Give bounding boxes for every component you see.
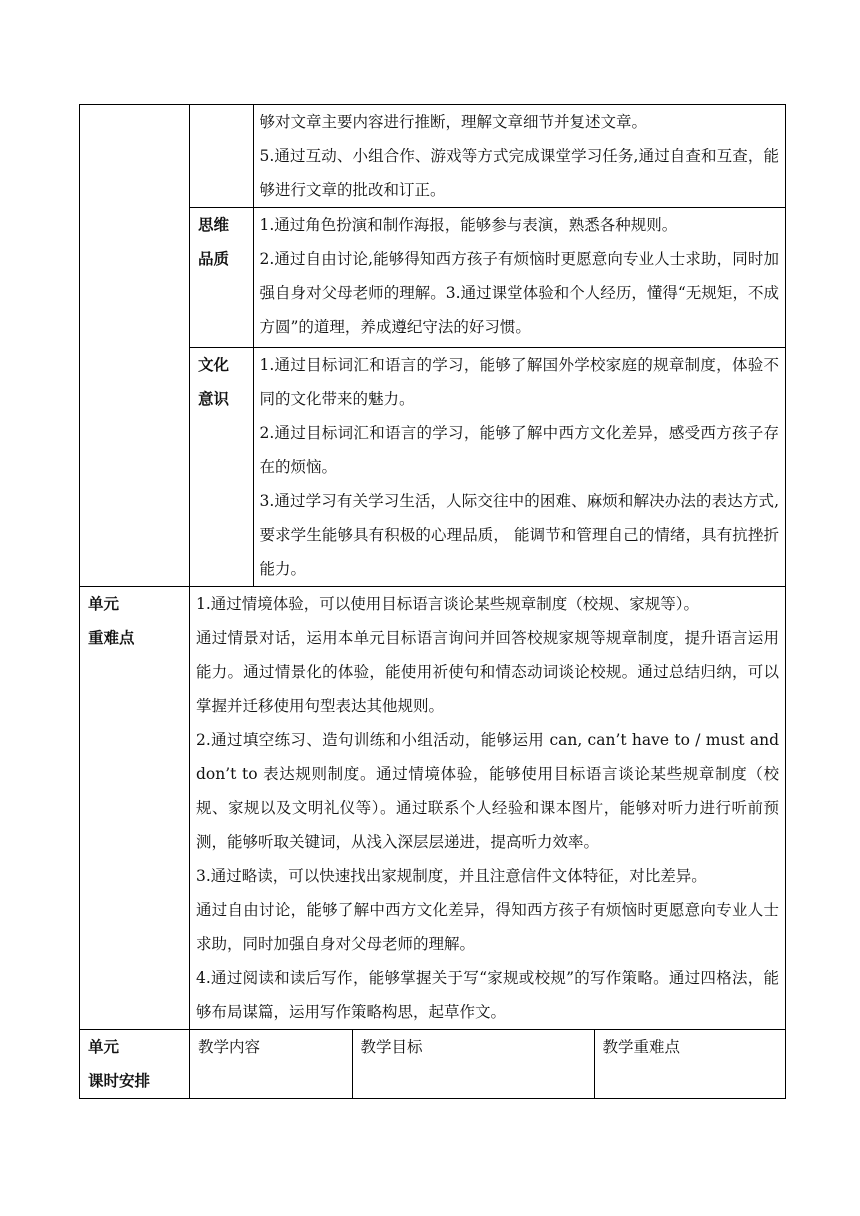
objectives-subtable: [190, 105, 785, 586]
key-points-label: 单元 重难点: [80, 587, 190, 1030]
objective-paragraph: 2.通过自由讨论,能够得知西方孩子有烦恼时更愿意向专业人士求助，同时加强自身对父母老师的理解。3.通过课堂体验和个人经历，懂得“无规矩，不成方圆”的道理，养成遵纪守法的好习惯。: [259, 250, 779, 336]
document-page: [79, 104, 785, 1099]
schedule-header-objectives: 教学目标: [352, 1030, 594, 1098]
objectives-section: [80, 105, 786, 587]
objective-paragraph: 够对文章主要内容进行推断，理解文章细节并复述文章。: [259, 113, 648, 131]
unit-plan-table: [79, 104, 786, 1099]
objectives-row-thinking: [190, 208, 785, 348]
schedule-header-key-points: 教学重难点: [594, 1030, 785, 1098]
schedule-section: [80, 1030, 786, 1099]
objectives-left-empty-cell: [80, 105, 190, 587]
sub-label-cultural-awareness: 文化 意识: [190, 348, 253, 587]
schedule-header-content: 教学内容: [198, 1038, 261, 1056]
key-point-paragraph: 1.通过情境体验，可以使用目标语言谈论某些规章制度（校规、家规等）。: [196, 595, 700, 613]
key-points-section: [80, 587, 786, 1030]
objectives-row-language: [190, 105, 785, 208]
objective-paragraph: 5.通过互动、小组合作、游戏等方式完成课堂学习任务,通过自查和互查，能够进行文章的批改和订正。: [259, 147, 779, 199]
objective-paragraph: 1.通过角色扮演和制作海报，能够参与表演，熟悉各种规则。: [259, 216, 678, 234]
objective-paragraph: 2.通过目标词汇和语言的学习，能够了解中西方文化差异，感受西方孩子存在的烦恼。: [259, 424, 779, 476]
key-point-paragraph: 通过自由讨论，能够了解中西方文化差异，得知西方孩子有烦恼时更愿意向专业人士求助，同时加强自身对父母老师的理解。: [196, 901, 779, 953]
key-point-paragraph: 2.通过填空练习、造句训练和小组活动，能够运用 can, can’t have to / must and don’t to 表达规则制度。通过情境体验，能够使用目标语言谈论某些规章制度（校规、家规以及文明礼仪等）。通过联系个人经验和课本图片，能够对听力进行听前预测，能够听取关键词，从浅入深层层递进，提高听力效率。: [196, 731, 779, 851]
objective-paragraph: 1.通过目标词汇和语言的学习，能够了解国外学校家庭的规章制度，体验不同的文化带来的魅力。: [259, 356, 779, 408]
sub-label-cell: [190, 105, 253, 208]
objectives-row-culture: [190, 348, 785, 587]
schedule-label: 单元 课时安排: [80, 1030, 190, 1099]
objective-paragraph: 3.通过学习有关学习生活，人际交往中的困难、麻烦和解决办法的表达方式,要求学生能够具有积极的心理品质， 能调节和管理自己的情绪，具有抗挫折能力。: [259, 492, 779, 578]
key-point-paragraph: 通过情景对话，运用本单元目标语言询问并回答校规家规等规章制度，提升语言运用能力。通过情景化的体验，能使用祈使句和情态动词谈论校规。通过总结归纳，可以掌握并迁移使用句型表达其他规则。: [196, 629, 779, 715]
key-points-content: [190, 587, 786, 1030]
key-point-paragraph: 4.通过阅读和读后写作，能够掌握关于写“家规或校规”的写作策略。通过四格法，能够布局谋篇，运用写作策略构思，起草作文。: [196, 969, 779, 1021]
schedule-header-row: [190, 1030, 785, 1098]
key-point-paragraph: 3.通过略读，可以快速找出家规制度，并且注意信件文体特征，对比差异。: [196, 867, 707, 885]
sub-label-thinking-quality: 思维 品质: [190, 208, 253, 348]
